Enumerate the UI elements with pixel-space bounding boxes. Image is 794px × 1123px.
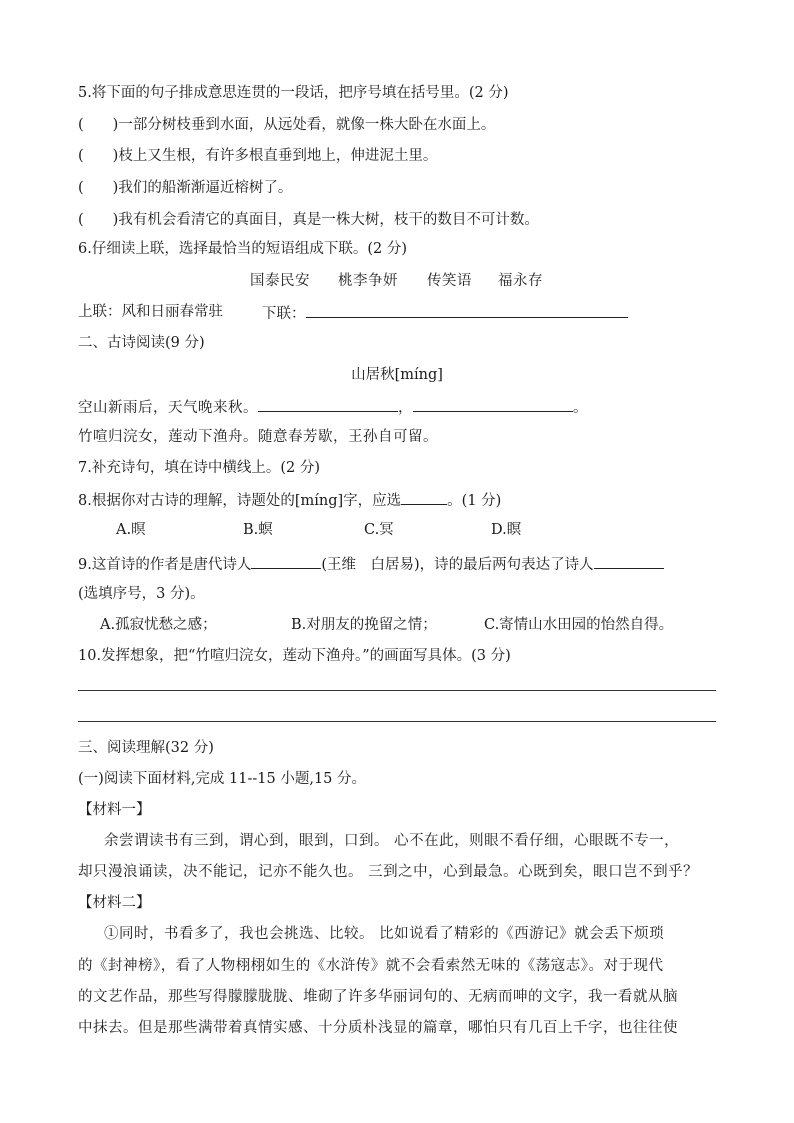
q9-stem-2: (选填序号，3 分)。 xyxy=(78,586,205,602)
q5-item-1: ( )一部分树枝垂到水面，从远处看，就像一株大卧在水面上。 xyxy=(78,117,496,133)
q5-stem: 5.将下面的句子排成意思连贯的一段话，把序号填在括号里。(2 分) xyxy=(78,85,509,101)
q9-option-c: C.寄情山水田园的怡然自得。 xyxy=(484,617,674,633)
q6-choice-1: 国泰民安 xyxy=(250,273,310,289)
q8-stem: 8.根据你对古诗的理解，诗题处的[míng]字，应选 。(1 分) xyxy=(78,489,501,511)
q9-option-b: B.对朋友的挽留之情； xyxy=(291,617,437,633)
answer-paren[interactable]: ( ) xyxy=(78,148,119,164)
poem-line-1: 空山新雨后，天气晚来秋。 ， 。 xyxy=(78,396,588,418)
q8-option-d: D.瞑 xyxy=(491,522,522,538)
q5-item-4: ( )我有机会看清它的真面目，真是一株大树，枝干的数目不可计数。 xyxy=(78,212,539,228)
material-2-paragraph-line: 中抹去。但是那些满带着真情实感、十分质朴浅显的篇章，哪怕只有几百上千字，也往往使 xyxy=(78,1020,678,1036)
lower-couplet: 下联： xyxy=(262,302,628,324)
q9-feeling-blank[interactable] xyxy=(594,553,664,569)
q6-choice-4: 福永存 xyxy=(498,273,543,289)
q9-stem-1: 9.这首诗的作者是唐代诗人 (王维 白居易)，诗的最后两句表达了诗人 xyxy=(78,553,664,575)
answer-paren[interactable]: ( ) xyxy=(78,117,119,133)
material-2-paragraph-line: ①同时，书看多了，我也会挑选、比较。 比如说看了精彩的《西游记》就会丢下烦琐 xyxy=(104,926,665,942)
section2-heading: 二、古诗阅读(9 分) xyxy=(78,335,205,351)
q10-stem: 10.发挥想象，把“竹喧归浣女，莲动下渔舟。”的画面写具体。(3 分) xyxy=(78,648,511,664)
q8-option-a: A.暝 xyxy=(116,522,146,538)
answer-line-1[interactable] xyxy=(78,690,716,691)
upper-couplet: 上联：风和日丽春常驻 xyxy=(78,304,223,320)
section3-heading: 三、阅读理解(32 分) xyxy=(78,740,214,756)
poem-blank-1[interactable] xyxy=(258,396,398,412)
q8-answer-blank[interactable] xyxy=(401,489,447,505)
poem-title: 山居秋[míng] xyxy=(351,367,443,383)
lower-couplet-blank[interactable] xyxy=(306,302,628,318)
answer-line-2[interactable] xyxy=(78,721,716,722)
q7-stem: 7.补充诗句，填在诗中横线上。(2 分) xyxy=(78,460,320,476)
answer-paren[interactable]: ( ) xyxy=(78,212,119,228)
answer-paren[interactable]: ( ) xyxy=(78,180,119,196)
q6-stem: 6.仔细读上联，选择最恰当的短语组成下联。(2 分) xyxy=(78,241,407,257)
q8-option-c: C.冥 xyxy=(364,522,394,538)
material-1-paragraph-line: 却只漫浪诵读，决不能记，记亦不能久也。 三到之中，心到最急。心既到矣，眼口岂不到乎？ xyxy=(78,864,699,880)
q5-item-3: ( )我们的船渐渐逼近榕树了。 xyxy=(78,180,293,196)
material-1-paragraph-line: 余尝谓读书有三到，谓心到，眼到，口到。 心不在此，则眼不看仔细，心眼既不专一， xyxy=(104,833,680,849)
poem-line-2: 竹喧归浣女，莲动下渔舟。随意春芳歇，王孙自可留。 xyxy=(78,429,438,445)
q8-option-b: B.螟 xyxy=(243,522,273,538)
q9-option-a: A.孤寂忧愁之感； xyxy=(100,617,217,633)
q6-choice-2: 桃李争妍 xyxy=(338,273,398,289)
material-2-paragraph-line: 的文艺作品，那些写得朦朦胧胧、堆砌了许多华丽词句的、无病而呻的文字，我一看就从脑 xyxy=(78,989,678,1005)
q5-item-2: ( )枝上又生根，有许多根直垂到地上，伸进泥土里。 xyxy=(78,148,438,164)
material-2-paragraph-line: 的《封神榜》，看了人物栩栩如生的《水浒传》就不会看索然无味的《荡寇志》。对于现代 xyxy=(78,958,664,974)
q6-choice-3: 传笑语 xyxy=(427,273,472,289)
q6-couplet xyxy=(78,302,223,322)
material-1-label: 【材料一】 xyxy=(78,802,151,818)
poem-blank-2[interactable] xyxy=(413,396,573,412)
q9-poet-blank[interactable] xyxy=(251,553,321,569)
material-2-label: 【材料二】 xyxy=(78,895,151,911)
section3-subheading: (一)阅读下面材料,完成 11--15 小题,15 分。 xyxy=(78,771,367,787)
